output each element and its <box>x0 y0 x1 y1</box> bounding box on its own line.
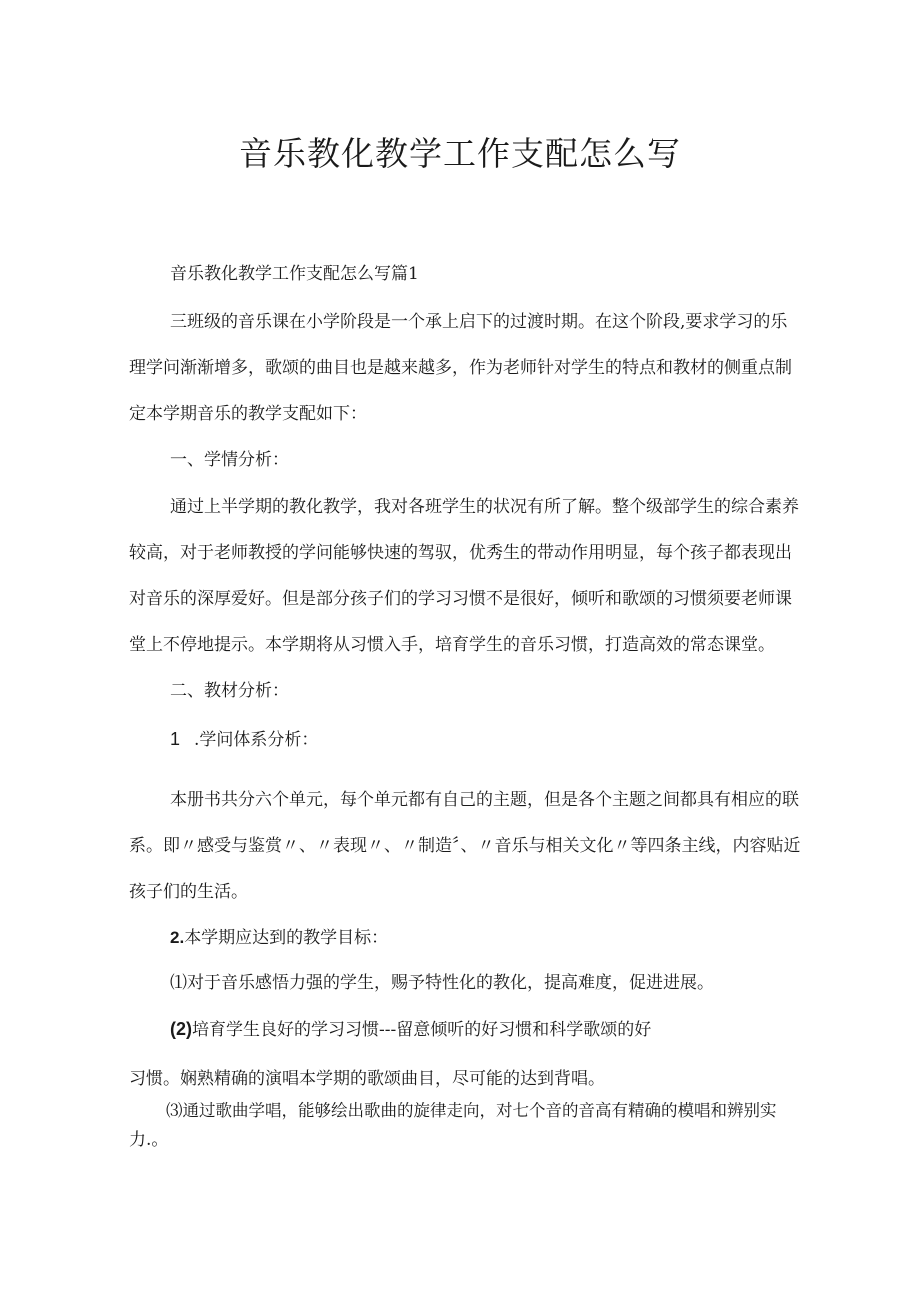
goal-1: ⑴对于音乐感悟力强的学生，赐予特性化的教化，提高难度，促进进展。 <box>170 973 714 993</box>
heading-student-analysis: 一、学情分析： <box>170 450 289 470</box>
subheading-text: .学问体系分析： <box>194 730 319 750</box>
subheading-teaching-goals <box>170 926 388 950</box>
goal-2-continuation: 习惯。娴熟精确的演唱本学期的歌颂曲目，尽可能的达到背唱。 <box>129 1069 605 1089</box>
analysis-line-2: 较高，对于老师教授的学问能够快速的驾驭，优秀生的带动作用明显，每个孩子都表现出 <box>129 543 792 563</box>
goal-2-text: 培育学生良好的学习习惯---留意倾听的好习惯和科学歌颂的好 <box>192 1020 652 1040</box>
goal-3-line-1: ⑶通过歌曲学唱，能够绘出歌曲的旋律走向，对七个音的音高有精确的模唱和辨别实 <box>166 1101 777 1120</box>
intro-line-1: 三班级的音乐课在小学阶段是一个承上启下的过渡时期。在这个阶段,要求学习的乐 <box>170 312 788 332</box>
analysis-line-4: 堂上不停地提示。本学期将从习惯入手，培育学生的音乐习惯，打造高效的常态课堂。 <box>129 635 775 655</box>
subheading-number: 1 <box>170 729 181 749</box>
textbook-line-2: 系。即〃感受与鉴赏〃、〃表现〃、〃制造〞、〃音乐与相关文化〃等四条主线，内容贴近 <box>129 836 801 856</box>
textbook-line-3: 孩子们的生活。 <box>129 882 248 902</box>
heading-textbook-analysis: 二、教材分析： <box>170 681 289 701</box>
subheading-number: 2. <box>170 928 185 947</box>
document-title: 音乐教化教学工作支配怎么写 <box>239 134 681 173</box>
intro-line-2: 理学问渐渐增多，歌颂的曲目也是越来越多，作为老师针对学生的特点和教材的侧重点制 <box>129 358 792 378</box>
section-heading: 音乐教化教学工作支配怎么写篇1 <box>170 264 419 284</box>
subheading-text: 本学期应达到的教学目标： <box>184 928 389 948</box>
textbook-line-1: 本册书共分六个单元，每个单元都有自己的主题，但是各个主题之间都具有相应的联 <box>170 790 799 810</box>
analysis-line-1: 通过上半学期的教化教学，我对各班学生的状况有所了解。整个级部学生的综合素养 <box>170 497 799 517</box>
analysis-line-3: 对音乐的深厚爱好。但是部分孩子们的学习习惯不是很好，倾听和歌颂的习惯须要老师课 <box>129 589 792 609</box>
intro-line-3: 定本学期音乐的教学支配如下： <box>129 404 367 424</box>
subheading-knowledge-system <box>170 727 318 752</box>
goal-2-number: (2) <box>170 1019 192 1039</box>
goal-3-line-2: 力.。 <box>129 1130 169 1150</box>
goal-2 <box>170 1017 651 1042</box>
